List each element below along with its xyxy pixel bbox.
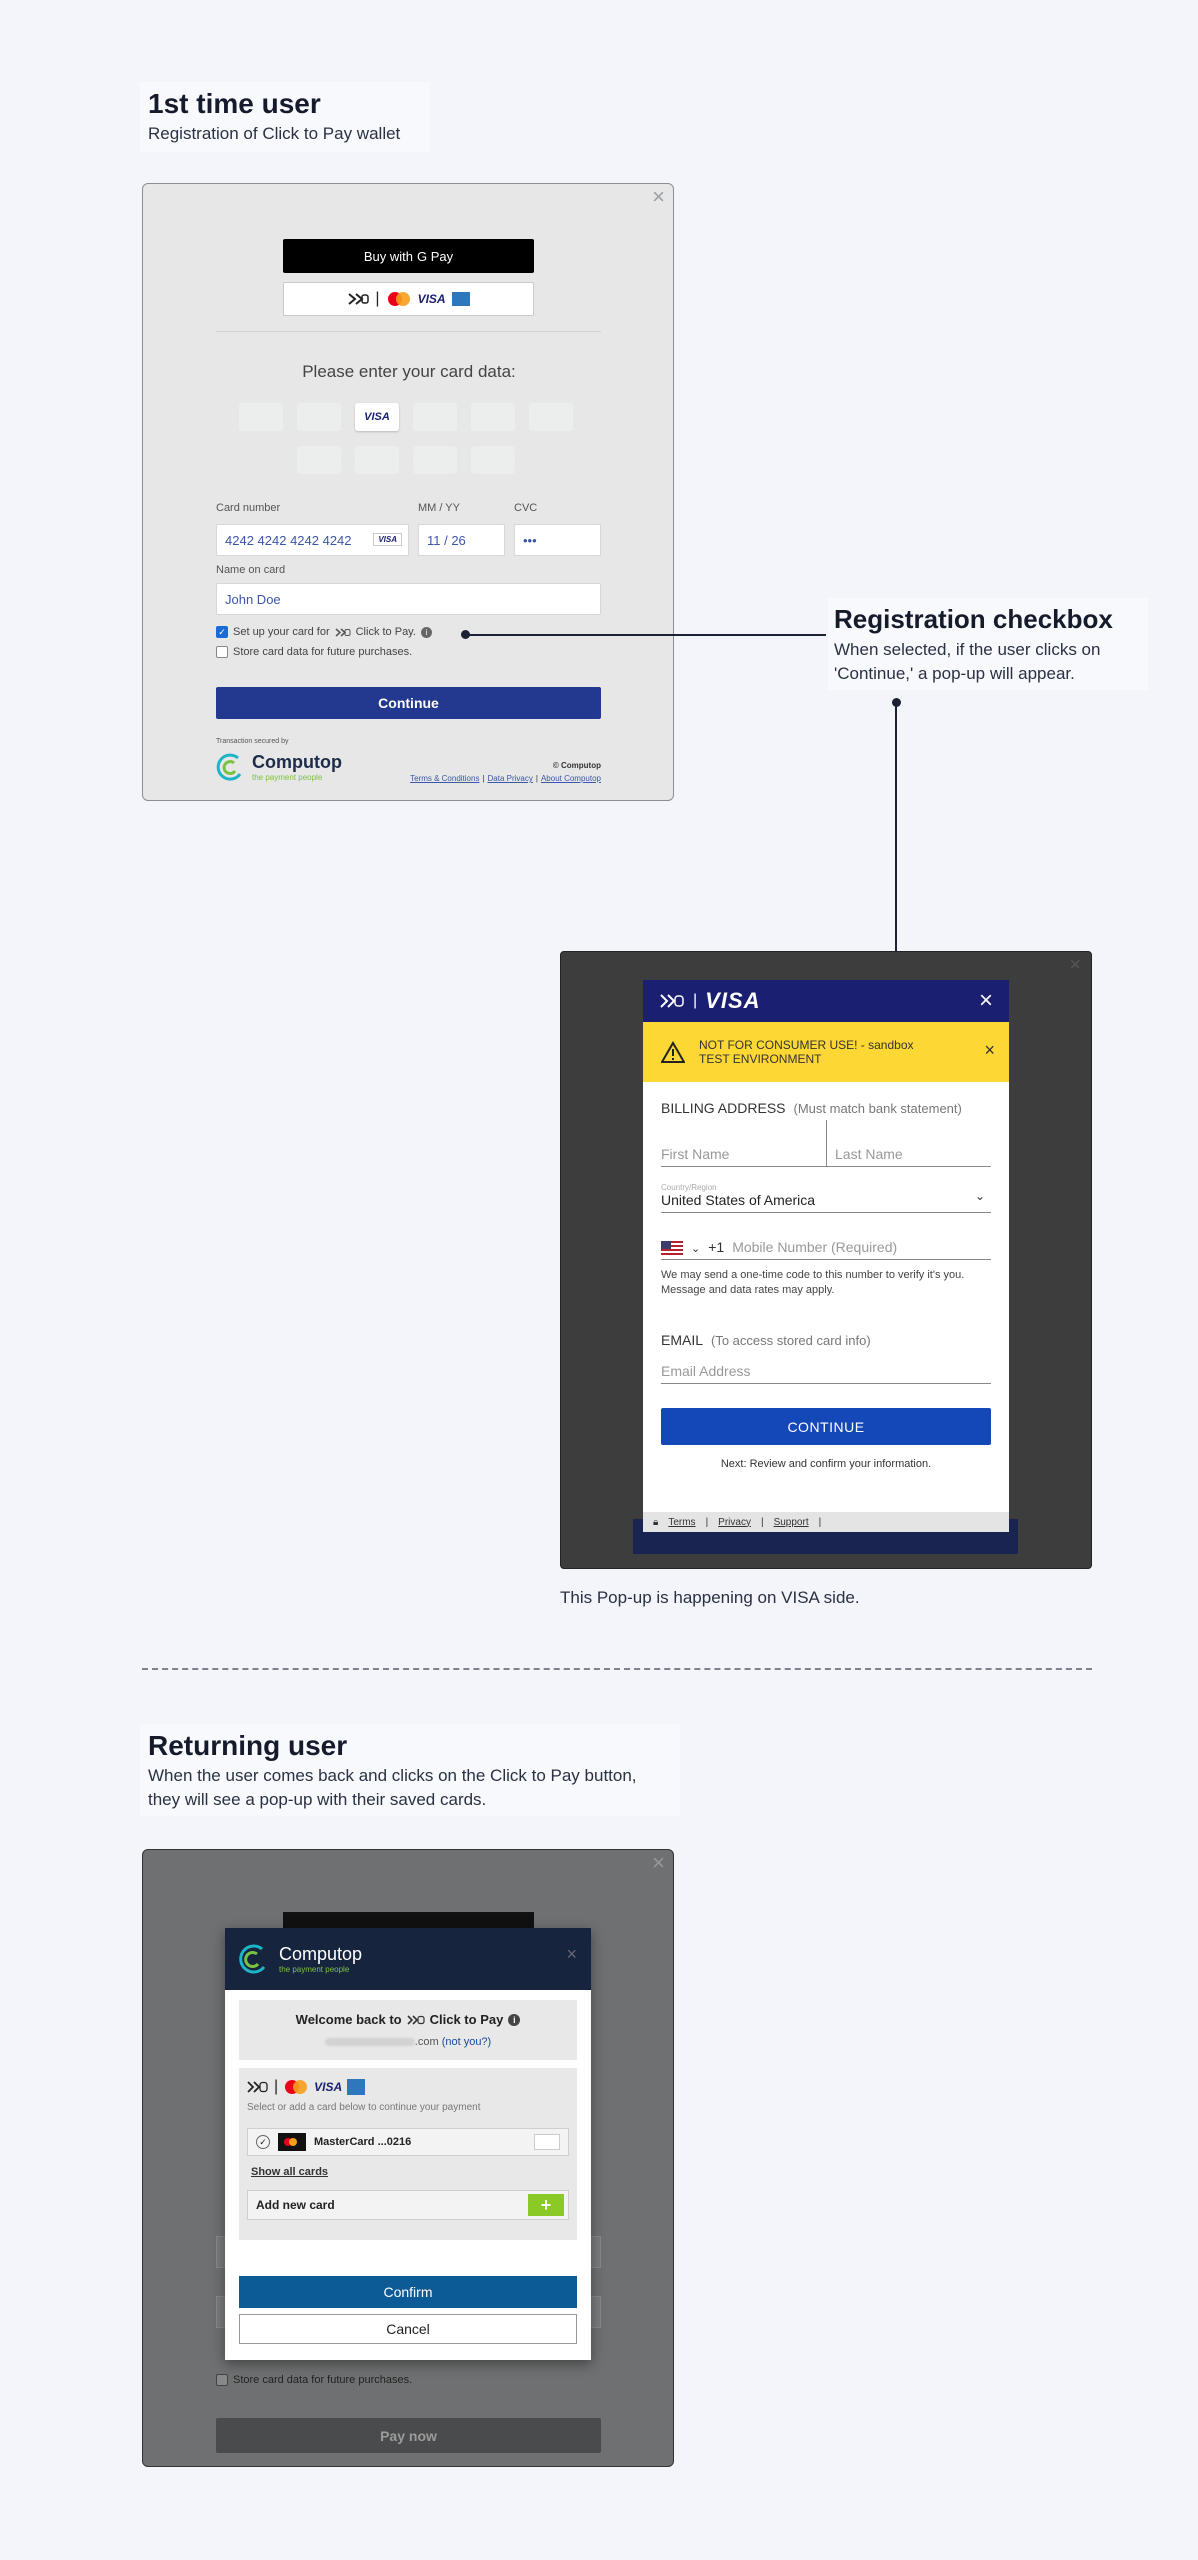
pay-now-button[interactable]: Pay now <box>216 2418 601 2453</box>
card-brand-tile[interactable] <box>413 446 457 474</box>
visa-brand-tile[interactable]: VISA <box>355 403 399 431</box>
selected-check-icon[interactable]: ✓ <box>256 2135 270 2149</box>
last-name-field[interactable] <box>827 1120 991 1167</box>
first-name-field[interactable] <box>661 1120 826 1167</box>
card-brand-tile[interactable] <box>471 403 515 431</box>
select-card-text: Select or add a card below to continue your payment <box>247 2102 481 2113</box>
masked-email <box>239 2036 577 2048</box>
gpay-label: Buy with <box>363 248 413 264</box>
info-icon[interactable]: i <box>508 2014 520 2026</box>
accepted-brands: | VISA <box>247 2078 365 2096</box>
card-number-value: 4242 4242 4242 4242 <box>225 532 352 548</box>
phone-row <box>661 1230 991 1260</box>
name-on-card-field[interactable] <box>216 583 601 615</box>
not-you-link[interactable]: (not you?) <box>441 2036 492 2048</box>
footer-terms-link[interactable]: Terms <box>668 1516 696 1528</box>
annotation-title: Registration checkbox <box>834 604 1113 634</box>
setup-label-b: Click to Pay. <box>355 626 416 638</box>
computop-logo <box>216 752 342 782</box>
amex-icon <box>347 2079 365 2095</box>
welcome-b: Click to Pay <box>429 2012 504 2027</box>
store-card-checkbox[interactable] <box>216 2374 228 2386</box>
country-value: United States of America <box>661 1192 816 1208</box>
setup-click-to-pay-row <box>216 626 432 638</box>
last-name-placeholder: Last Name <box>835 1146 903 1162</box>
close-icon: × <box>1069 954 1081 976</box>
copyright: © Computop <box>552 761 601 770</box>
visa-continue-button[interactable]: CONTINUE <box>661 1408 991 1445</box>
close-icon[interactable]: × <box>978 987 993 1014</box>
setup-label-a: Set up your card for <box>233 626 330 638</box>
mastercard-icon <box>534 2134 560 2150</box>
footer-support-link[interactable]: Support <box>773 1516 809 1528</box>
visa-caption: This Pop-up is happening on VISA side. <box>560 1588 860 1607</box>
about-link[interactable]: About Computop <box>540 774 601 783</box>
click-to-pay-icon <box>335 628 351 637</box>
close-warning-icon[interactable]: × <box>984 1040 995 1060</box>
click-to-pay-icon <box>659 993 685 1009</box>
click-to-pay-button[interactable]: | VISA <box>283 282 534 316</box>
blurred-email <box>325 2038 415 2046</box>
visa-icon: VISA <box>314 2080 343 2094</box>
computop-logo-icon <box>216 752 246 782</box>
annotation-text-2: 'Continue,' a pop-up will appear. <box>834 664 1075 683</box>
email-heading <box>661 1332 871 1348</box>
cancel-button[interactable]: Cancel <box>239 2314 577 2344</box>
mastercard-icon <box>283 2079 309 2095</box>
ctp-header <box>225 1928 591 1990</box>
secured-by-text: Transaction secured by <box>216 738 289 745</box>
click-to-pay-icon <box>347 293 369 305</box>
close-icon[interactable]: × <box>652 1850 665 1875</box>
card-brand-tile[interactable] <box>297 446 341 474</box>
click-to-pay-icon <box>407 2015 425 2025</box>
gpay-brand: G Pay <box>417 248 454 264</box>
welcome-panel <box>239 2000 577 2060</box>
first-time-subtitle: Registration of Click to Pay wallet <box>148 124 401 143</box>
card-number-label: Card number <box>216 502 281 514</box>
expiry-value: 11 / 26 <box>427 532 466 548</box>
visa-logo: | VISA <box>659 988 761 1014</box>
visa-badge: VISA <box>373 533 402 546</box>
sandbox-warning-banner <box>643 1022 1009 1082</box>
expiry-field[interactable] <box>418 524 505 556</box>
computop-logo-icon <box>237 1942 271 1976</box>
continue-button[interactable]: Continue <box>216 687 601 719</box>
close-icon[interactable]: × <box>566 1944 577 1964</box>
us-flag-icon[interactable] <box>661 1241 683 1255</box>
visa-wordmark: VISA <box>705 988 761 1013</box>
warning-icon <box>661 1041 685 1063</box>
billing-note: (Must match bank statement) <box>793 1101 962 1116</box>
registration-annotation <box>828 598 1148 690</box>
footer-privacy-link[interactable]: Privacy <box>718 1516 751 1528</box>
saved-card-name: MasterCard ...0216 <box>314 2136 412 2148</box>
privacy-link[interactable]: Data Privacy <box>487 774 533 783</box>
close-icon[interactable]: × <box>652 184 665 209</box>
mastercard-icon <box>386 291 412 307</box>
computop-brand: Computop <box>252 752 342 772</box>
expiry-label: MM / YY <box>418 502 460 514</box>
email-field[interactable] <box>661 1352 991 1384</box>
cvc-value: ••• <box>523 532 537 548</box>
cvc-label: CVC <box>514 502 538 514</box>
warning-text: NOT FOR CONSUMER USE! - sandbox TEST ENVIRONMENT <box>699 1038 914 1066</box>
ctp-brand: Computop <box>279 1944 363 1964</box>
chevron-down-icon[interactable]: ⌄ <box>691 1243 701 1255</box>
visa-icon: VISA <box>417 292 446 306</box>
visa-modal-header <box>643 980 1009 1022</box>
visa-footer: 🔒︎ Terms | Privacy | Support | <box>643 1512 1009 1532</box>
store-card-checkbox[interactable] <box>216 646 228 658</box>
mobile-field[interactable]: Mobile Number (Required) <box>732 1239 898 1255</box>
plus-icon[interactable]: + <box>528 2194 564 2216</box>
first-name-placeholder: First Name <box>661 1146 730 1162</box>
email-placeholder: Email Address <box>661 1363 751 1379</box>
cvc-field[interactable] <box>514 524 601 556</box>
country-label: Country/Region <box>661 1183 717 1192</box>
first-time-label <box>140 82 430 152</box>
dial-code: +1 <box>708 1239 725 1255</box>
click-to-pay-modal <box>225 1928 591 2360</box>
visa-modal <box>643 980 1009 1532</box>
billing-heading <box>661 1100 962 1116</box>
card-brand-tile[interactable] <box>239 403 283 431</box>
first-time-title: 1st time user <box>148 88 321 119</box>
store-card-label: Store card data for future purchases. <box>233 2374 413 2386</box>
visa-popup-backdrop <box>560 951 1092 1569</box>
divider <box>216 331 601 332</box>
confirm-button[interactable]: Confirm <box>239 2276 577 2308</box>
annotation-text-1: When selected, if the user clicks on <box>834 640 1101 659</box>
lock-icon: 🔒︎ <box>653 1516 659 1528</box>
otp-note: We may send a one-time code to this number to verify it's you. Message and data rates may apply. <box>661 1269 965 1296</box>
card-brand-tile[interactable] <box>297 403 341 431</box>
store-card-row <box>216 646 412 658</box>
click-to-pay-icon <box>247 2081 269 2093</box>
returning-label <box>140 1724 680 1816</box>
card-brand-tile[interactable] <box>529 403 573 431</box>
info-icon[interactable]: i <box>421 627 432 638</box>
name-label: Name on card <box>216 564 286 576</box>
returning-subtitle-2: they will see a pop-up with their saved cards. <box>148 1790 487 1809</box>
chevron-down-icon: ⌄ <box>974 1189 985 1203</box>
email-label: EMAIL <box>661 1332 704 1348</box>
name-value: John Doe <box>225 591 281 607</box>
amex-icon <box>452 292 470 306</box>
returning-title: Returning user <box>148 1730 348 1761</box>
saved-card-row[interactable] <box>247 2128 569 2156</box>
section-divider <box>142 1668 1092 1670</box>
annotation-line <box>895 703 897 951</box>
welcome-a: Welcome back to <box>295 2012 402 2027</box>
email-suffix: .com <box>414 2036 439 2048</box>
card-number-field[interactable] <box>216 524 409 556</box>
store-card-row <box>216 2374 412 2386</box>
ctp-brand-tag: the payment people <box>279 1965 350 1974</box>
add-new-card-row[interactable] <box>247 2190 569 2220</box>
footer-links: Terms & Conditions | Data Privacy | About Computop <box>410 774 601 783</box>
google-pay-button[interactable] <box>283 239 534 273</box>
returning-subtitle-1: When the user comes back and clicks on the Click to Pay button, <box>148 1766 637 1785</box>
card-brand-tile[interactable] <box>471 446 515 474</box>
card-brand-tile[interactable] <box>355 446 399 474</box>
computop-tagline: the payment people <box>252 773 323 782</box>
show-all-cards-link[interactable]: Show all cards <box>251 2166 329 2178</box>
welcome-text <box>239 2012 577 2027</box>
country-select[interactable] <box>661 1173 991 1213</box>
card-brand-tile[interactable] <box>413 403 457 431</box>
email-note: (To access stored card info) <box>711 1333 871 1348</box>
card-prompt: Please enter your card data: <box>302 362 516 381</box>
returning-checkout-card <box>142 1849 674 2467</box>
next-note: Next: Review and confirm your information. <box>720 1458 932 1470</box>
annotation-line <box>466 634 826 636</box>
mastercard-card-icon <box>278 2133 306 2151</box>
setup-click-to-pay-checkbox[interactable]: ✓ <box>216 626 228 638</box>
add-new-card-label: Add new card <box>256 2198 335 2212</box>
checkout-card <box>142 183 674 801</box>
terms-link[interactable]: Terms & Conditions <box>410 774 480 783</box>
cards-panel <box>239 2068 577 2240</box>
store-card-label: Store card data for future purchases. <box>233 646 413 658</box>
billing-label: BILLING ADDRESS <box>661 1100 786 1116</box>
